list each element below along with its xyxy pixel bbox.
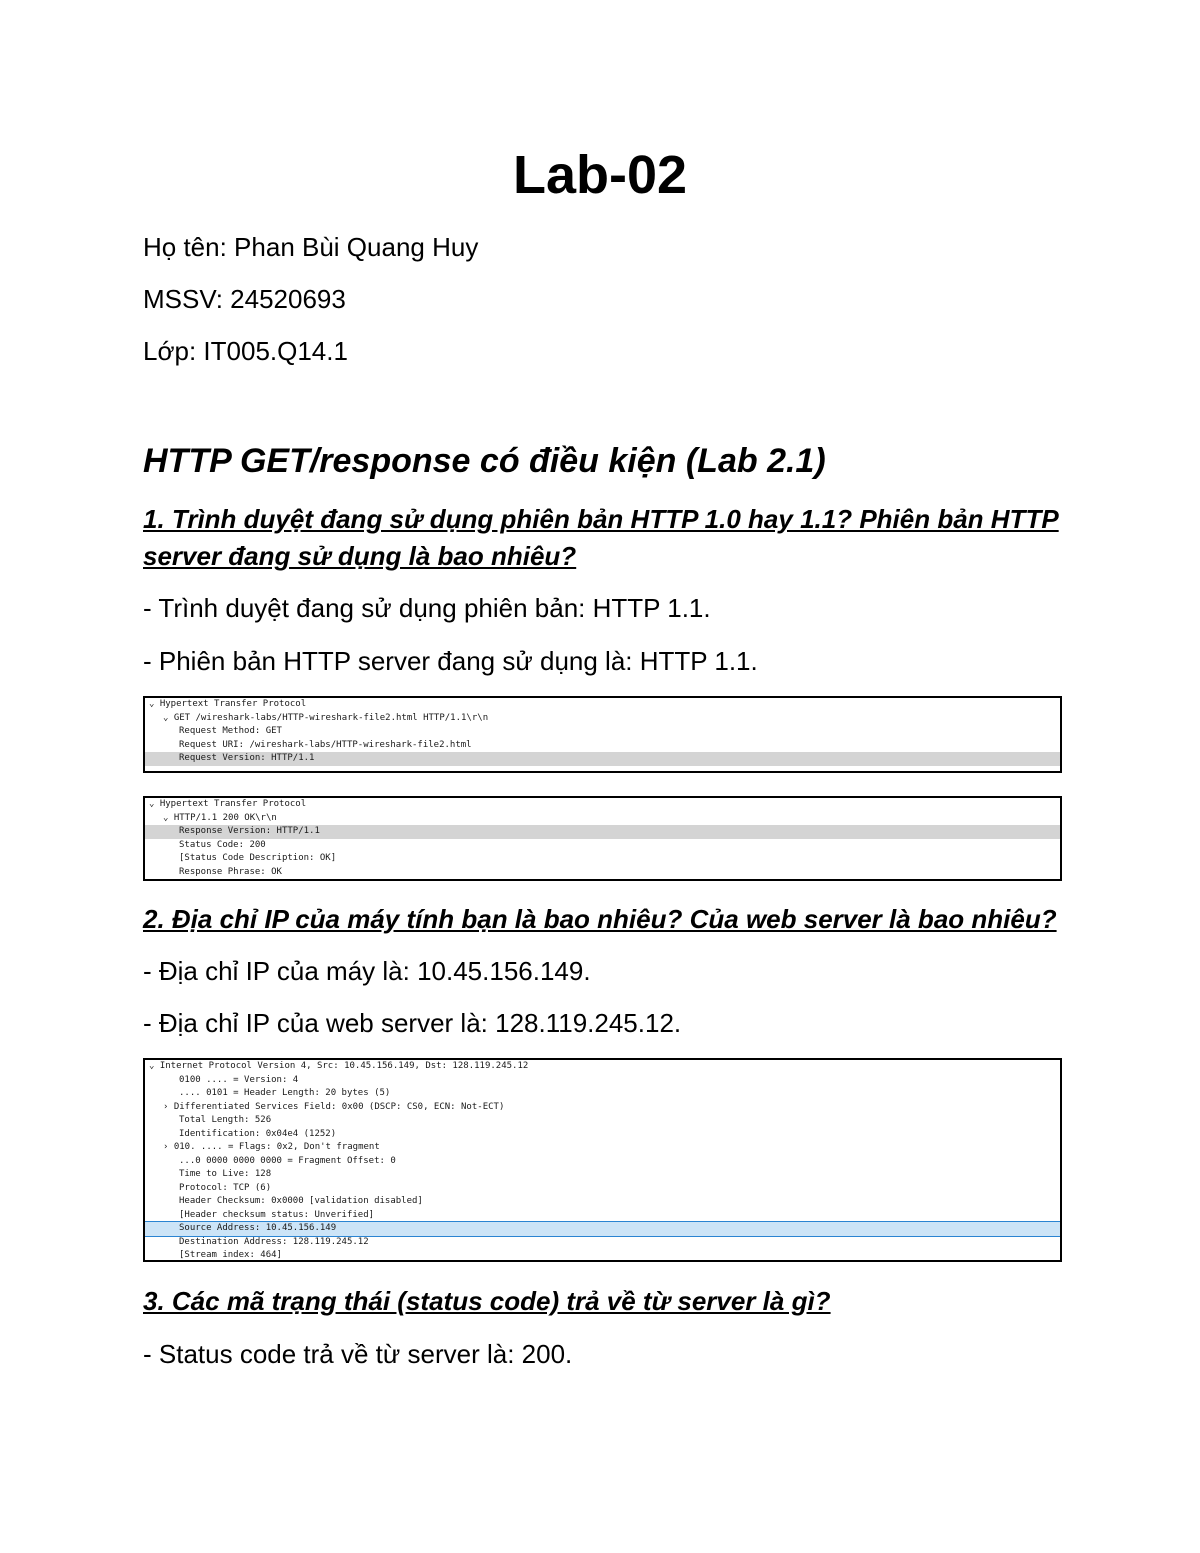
packet-tree-row: [Header checksum status: Unverified] xyxy=(179,1209,375,1220)
packet-tree-row: ...0 0000 0000 0000 = Fragment Offset: 0 xyxy=(179,1155,396,1166)
packet-tree-row: ⌄ Internet Protocol Version 4, Src: 10.45.156.149, Dst: 128.119.245.12 xyxy=(149,1061,529,1071)
packet-tree-row: Identification: 0x04e4 (1252) xyxy=(179,1128,337,1139)
question-2: 2. Địa chỉ IP của máy tính bạn là bao nhiêu? Của web server là bao nhiêu? xyxy=(143,904,1057,934)
page-title: Lab-02 xyxy=(512,145,688,205)
packet-tree-row: Total Length: 526 xyxy=(179,1115,272,1125)
packet-tree-row-selected: Request Version: HTTP/1.1 xyxy=(145,752,1060,766)
packet-tree-row: [Stream index: 464] xyxy=(179,1250,282,1260)
question-1: 1. Trình duyệt đang sử dụng phiên bản HTTP 1.0 hay 1.1? Phiên bản HTTP server đang sử dụng là bao nhiêu? xyxy=(143,504,1059,571)
packet-tree-row: › 010. .... = Flags: 0x2, Don't fragment xyxy=(163,1142,380,1152)
answer-1-server-version: - Phiên bản HTTP server đang sử dụng là: HTTP 1.1. xyxy=(143,646,758,676)
question-3: 3. Các mã trạng thái (status code) trả về từ server là gì? xyxy=(143,1286,831,1316)
packet-tree-row: Request URI: /wireshark-labs/HTTP-wireshark-file2.html xyxy=(179,739,472,750)
packet-tree-row: ⌄ HTTP/1.1 200 OK\r\n xyxy=(163,812,277,823)
packet-tree-row: 0100 .... = Version: 4 xyxy=(179,1074,299,1085)
packet-tree-row: ⌄ Hypertext Transfer Protocol xyxy=(149,699,307,709)
packet-tree-row: Response Phrase: OK xyxy=(179,866,282,877)
wireshark-ip-screenshot xyxy=(143,1058,1062,1262)
packet-tree-row: › Differentiated Services Field: 0x00 (DSCP: CS0, ECN: Not-ECT) xyxy=(163,1101,505,1112)
student-id: MSSV: 24520693 xyxy=(143,284,346,314)
packet-tree-row: ⌄ GET /wireshark-labs/HTTP-wireshark-file2.html HTTP/1.1\r\n xyxy=(163,712,489,723)
answer-2-client-ip: - Địa chỉ IP của máy là: 10.45.156.149. xyxy=(143,956,591,986)
packet-tree-row: Request Method: GET xyxy=(179,726,282,736)
section-heading: HTTP GET/response có điều kiện (Lab 2.1) xyxy=(143,442,826,480)
student-name: Họ tên: Phan Bùi Quang Huy xyxy=(143,232,479,262)
packet-tree-row: .... 0101 = Header Length: 20 bytes (5) xyxy=(179,1088,391,1098)
answer-1-browser-version: - Trình duyệt đang sử dụng phiên bản: HTTP 1.1. xyxy=(143,593,711,623)
packet-tree-row-selected: Response Version: HTTP/1.1 xyxy=(145,825,1060,839)
packet-tree-row: Header Checksum: 0x0000 [validation disabled] xyxy=(179,1196,423,1206)
answer-3-status-code: - Status code trả về từ server là: 200. xyxy=(143,1339,573,1369)
packet-tree-row: [Status Code Description: OK] xyxy=(179,853,337,863)
packet-tree-row: Destination Address: 128.119.245.12 xyxy=(179,1236,369,1247)
packet-tree-row: Time to Live: 128 xyxy=(179,1169,272,1179)
packet-tree-row: Status Code: 200 xyxy=(179,839,266,850)
answer-2-server-ip: - Địa chỉ IP của web server là: 128.119.245.12. xyxy=(143,1008,682,1038)
wireshark-request-screenshot xyxy=(143,696,1062,773)
wireshark-response-screenshot xyxy=(143,796,1062,881)
packet-tree-row-selected: Source Address: 10.45.156.149 xyxy=(145,1222,1060,1236)
packet-tree-row: Protocol: TCP (6) xyxy=(179,1182,272,1193)
packet-tree-row: ⌄ Hypertext Transfer Protocol xyxy=(149,799,307,809)
student-class: Lớp: IT005.Q14.1 xyxy=(143,336,348,366)
